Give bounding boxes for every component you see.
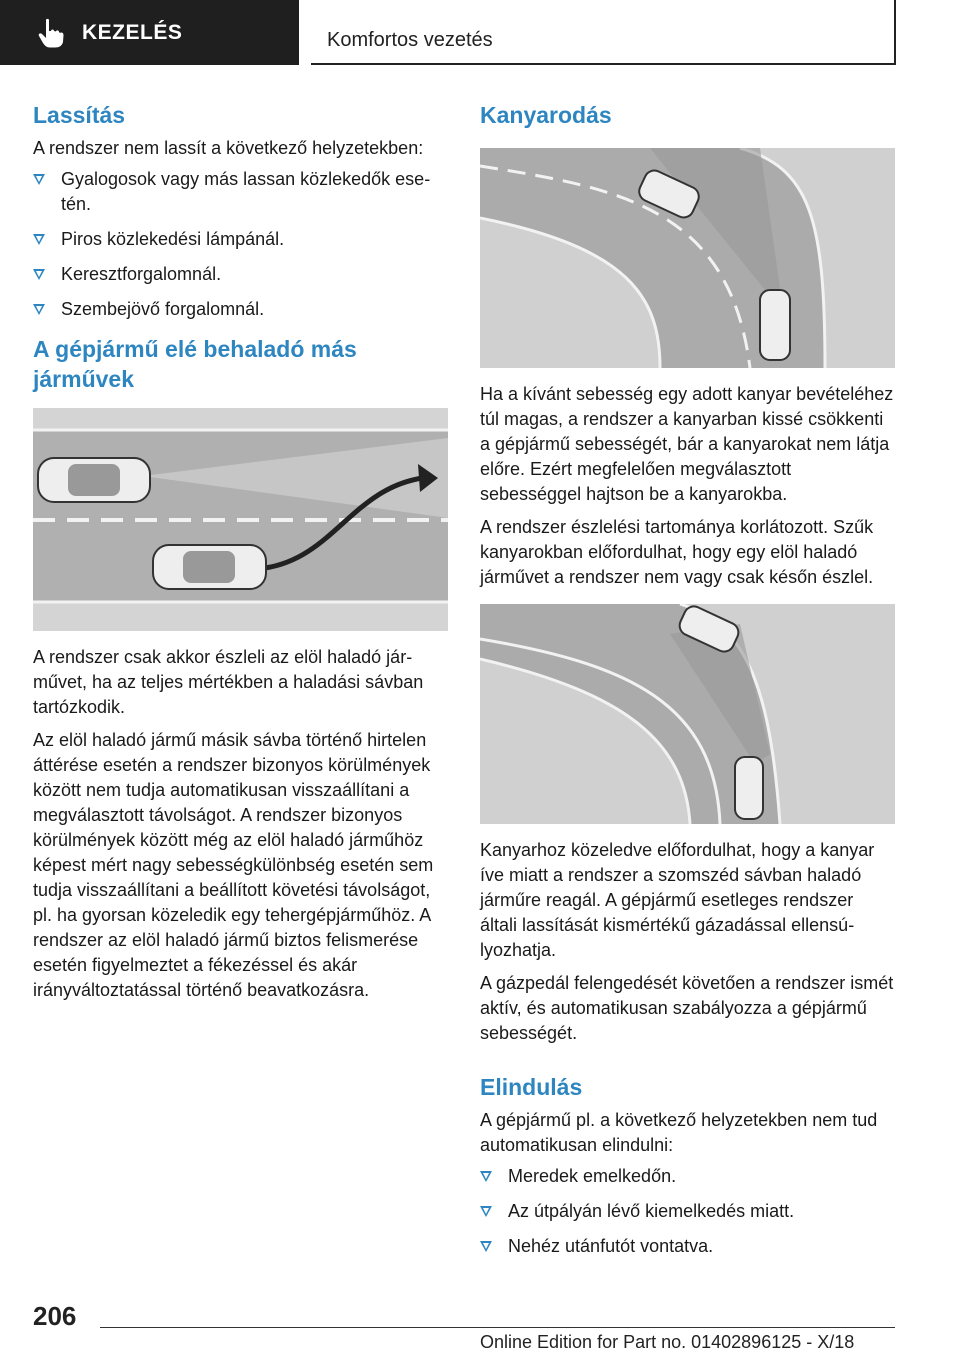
heading-cutin: A gépjármű elé behaladó más járművek [33, 336, 357, 392]
elindulas-intro: A gépjármű pl. a következő helyzetekben nem tud automatikusan elindulni: [480, 1110, 878, 1155]
bullet-triangle-icon [33, 174, 45, 185]
kanyar-paragraph-3: Kanyarhoz közeledve előfordulhat, hogy a kanyar íve miatt a rendszer a szomszéd sávban haladó járműre reagál. A gépjármű esetleges rendszer általi lassítását kismértékű gázadással ellensúlyozhatja. [480, 840, 875, 960]
bullet-triangle-icon [480, 1241, 492, 1252]
heading-elindulas: Elindulás [480, 1074, 583, 1100]
cutin-illustration [33, 408, 448, 631]
curve-illustration-1 [480, 148, 895, 368]
kanyar-paragraph-4: A gázpedál felengedését követően a rendszer ismét aktív, és automatikusan szabályozza a gépjármű sebességét. [480, 973, 894, 1043]
elindulas-list [480, 1164, 895, 1259]
list-item: Az útpályán lévő kiemelkedés miatt. [480, 1199, 895, 1224]
list-item: Keresztforgalomnál. [33, 262, 448, 287]
list-item: Meredek emelkedőn. [480, 1164, 895, 1189]
cutin-paragraph-1: A rendszer csak akkor észleli az elöl haladó járművet, ha az teljes mértékben a haladási sávban tartózkodik. [33, 647, 424, 717]
left-column [33, 100, 448, 1011]
bullet-triangle-icon [33, 269, 45, 280]
bullet-triangle-icon [33, 304, 45, 315]
heading-kanyar: Kanyarodás [480, 102, 612, 128]
section-tab[interactable] [0, 0, 299, 65]
list-item: Piros közlekedési lámpánál. [33, 227, 448, 252]
right-column [480, 100, 895, 1269]
chapter-title: Komfortos vezetés [327, 29, 493, 51]
footer-divider [100, 1327, 895, 1328]
hand-pointer-icon [38, 18, 64, 48]
lassitas-intro: A rendszer nem lassít a következő helyzetekben: [33, 138, 424, 158]
chapter-header [311, 0, 896, 65]
heading-lassitas: Lassítás [33, 102, 126, 128]
bullet-triangle-icon [480, 1206, 492, 1217]
car-own-icon [153, 545, 266, 589]
curve-illustration-2 [480, 604, 895, 824]
edition-text: Online Edition for Part no. 01402896125 - X/18 [480, 1332, 855, 1352]
cutin-paragraph-2: Az elöl haladó jármű másik sávba történő hirtelen áttérése esetén a rendszer bizonyos körülmények között nem tudja automatikusan visszaállítani a megválasztott távolságot. A rendszer bizonyos körülmények között még az elöl haladó járműhöz képest mért nagy sebességkülönbség esetén sem tudja visszaállítani a beállított követési távolságot, pl. ha gyorsan közeledik egy tehergépjárműhöz. A rendszer az elöl haladó jármű biztos felismerése esetén figyelmeztet a fékezéssel és akár irányváltoztatással történő beavatkozásra. [33, 730, 434, 1000]
section-label: KEZELÉS [82, 20, 183, 44]
car-own-icon [735, 757, 763, 819]
bullet-triangle-icon [480, 1171, 492, 1182]
car-ahead-icon [38, 458, 150, 502]
bullet-triangle-icon [33, 234, 45, 245]
lassitas-list [33, 167, 448, 322]
list-item: Szembejövő forgalomnál. [33, 297, 448, 322]
car-own-icon [760, 290, 790, 360]
kanyar-paragraph-1: Ha a kívánt sebesség egy adott kanyar bevételéhez túl magas, a rendszer a kanyarban kissé csökkenti a gépjármű sebességét, bár a kanyarokat nem látja előre. Ezért megfelelően megválasztott sebességgel hajtson be a kanyarokba. [480, 384, 894, 504]
page-number: 206 [33, 1301, 77, 1331]
kanyar-paragraph-2: A rendszer észlelési tartománya korlátozott. Szűk kanyarokban előfordulhat, hogy egy elöl haladó járművet a rendszer nem vagy csak későn észlel. [480, 517, 874, 587]
list-item: Nehéz utánfutót vontatva. [480, 1234, 895, 1259]
list-item: Gyalogosok vagy más lassan közlekedők esetén. [33, 167, 448, 217]
